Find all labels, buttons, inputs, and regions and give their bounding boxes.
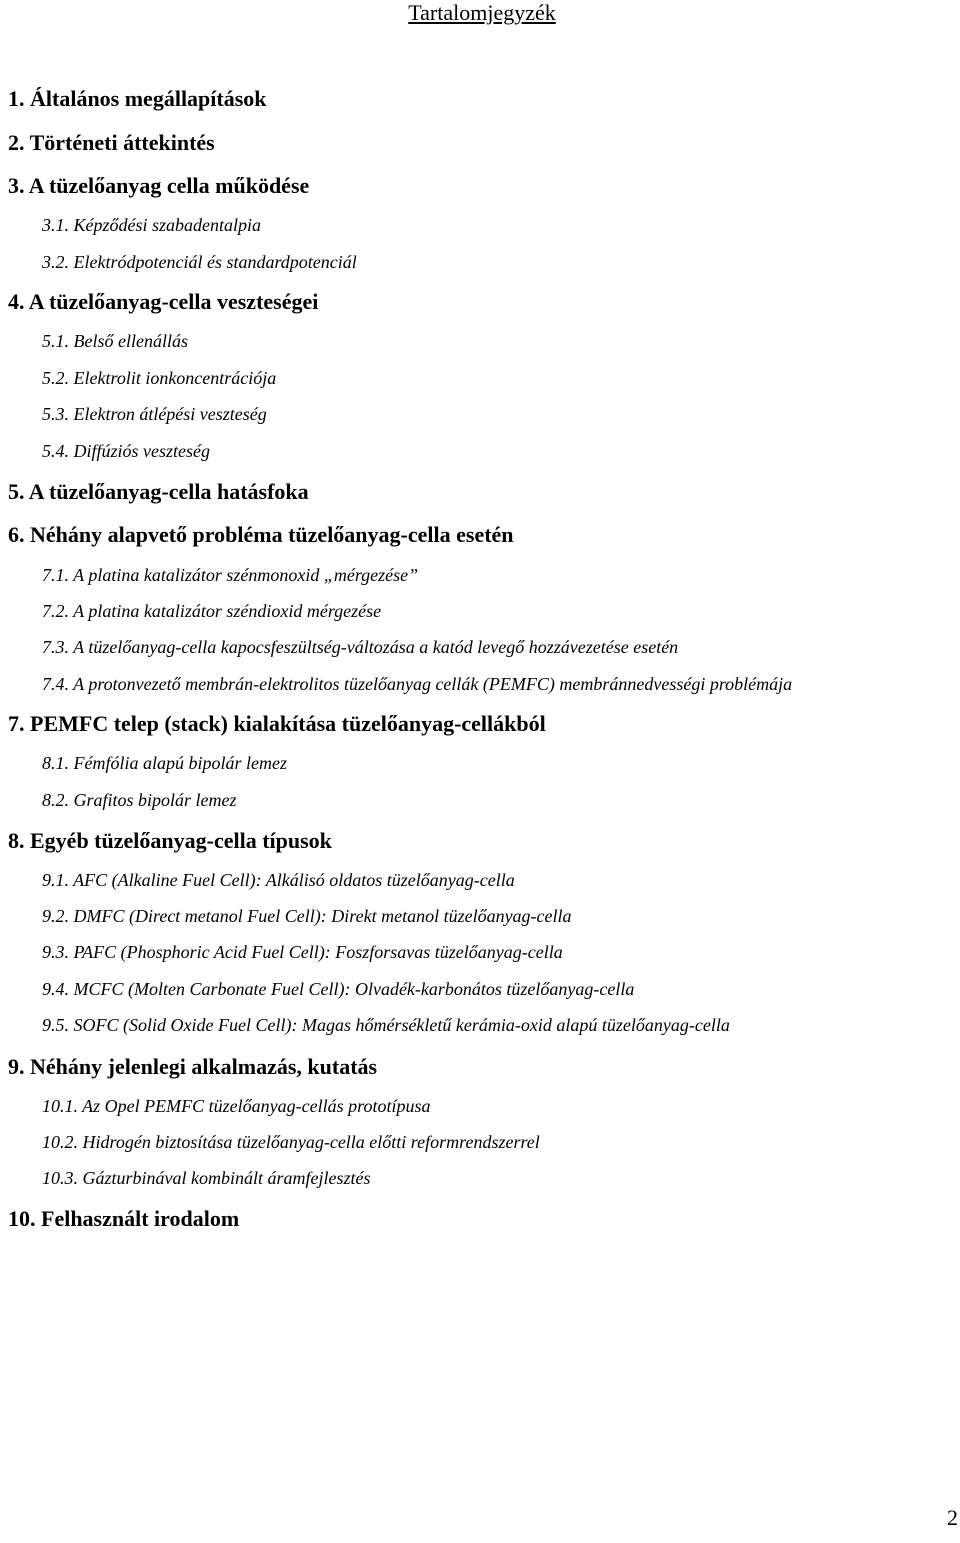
- toc-subentry: 9.1. AFC (Alkaline Fuel Cell): Alkálisó oldatos tüzelőanyag-cella: [42, 870, 515, 890]
- toc-subentry: 9.5. SOFC (Solid Oxide Fuel Cell): Magas hőmérsékletű kerámia-oxid alapú tüzelőanyag-cella: [42, 1015, 730, 1035]
- toc-subentry: 5.2. Elektrolit ionkoncentrációja: [42, 368, 277, 388]
- toc-entry: 6. Néhány alapvető probléma tüzelőanyag-cella esetén: [8, 522, 514, 547]
- toc-entry: 1. Általános megállapítások: [8, 86, 267, 111]
- toc-subentry: 3.2. Elektródpotenciál és standardpotenciál: [42, 252, 357, 272]
- toc-entry: 2. Történeti áttekintés: [8, 130, 215, 155]
- toc-subentry: 9.3. PAFC (Phosphoric Acid Fuel Cell): Foszforsavas tüzelőanyag-cella: [42, 942, 563, 962]
- toc-subentry: 8.2. Grafitos bipolár lemez: [42, 790, 237, 810]
- toc-entry: 4. A tüzelőanyag-cella veszteségei: [8, 289, 319, 314]
- toc-subentry: 10.2. Hidrogén biztosítása tüzelőanyag-cella előtti reformrendszerrel: [42, 1132, 540, 1152]
- toc-subentry: 10.3. Gázturbinával kombinált áramfejlesztés: [42, 1168, 371, 1188]
- toc-entry: 8. Egyéb tüzelőanyag-cella típusok: [8, 828, 332, 853]
- toc-subentry: 7.3. A tüzelőanyag-cella kapocsfeszültség-változása a katód levegő hozzávezetése esetén: [42, 637, 679, 657]
- toc-subentry: 7.1. A platina katalizátor szénmonoxid „mérgezése”: [42, 565, 419, 585]
- toc-subentry: 10.1. Az Opel PEMFC tüzelőanyag-cellás prototípusa: [42, 1096, 431, 1116]
- toc-subentry: 5.4. Diffúziós veszteség: [42, 441, 210, 461]
- toc-subentry: 3.1. Képződési szabadentalpia: [42, 215, 261, 235]
- toc-subentry: 8.1. Fémfólia alapú bipolár lemez: [42, 753, 287, 773]
- toc-subentry: 9.4. MCFC (Molten Carbonate Fuel Cell): Olvadék-karbonátos tüzelőanyag-cella: [42, 979, 635, 999]
- toc-entry: 5. A tüzelőanyag-cella hatásfoka: [8, 479, 309, 504]
- toc-entry: 10. Felhasznált irodalom: [8, 1206, 240, 1231]
- toc-entry: 9. Néhány jelenlegi alkalmazás, kutatás: [8, 1054, 378, 1079]
- toc-subentry: 9.2. DMFC (Direct metanol Fuel Cell): Direkt metanol tüzelőanyag-cella: [42, 906, 572, 926]
- page-number: 2: [947, 1505, 958, 1530]
- toc-subentry: 5.1. Belső ellenállás: [42, 331, 188, 351]
- toc-entry: 3. A tüzelőanyag cella működése: [8, 173, 310, 198]
- toc-subentry: 5.3. Elektron átlépési veszteség: [42, 404, 267, 424]
- toc-subentry: 7.4. A protonvezető membrán-elektrolitos tüzelőanyag cellák (PEMFC) membránnedvességi problémája: [42, 674, 793, 694]
- page-title: Tartalomjegyzék: [408, 0, 556, 25]
- toc-entry: 7. PEMFC telep (stack) kialakítása tüzelőanyag-cellákból: [8, 711, 546, 736]
- toc-subentry: 7.2. A platina katalizátor széndioxid mérgezése: [42, 601, 382, 621]
